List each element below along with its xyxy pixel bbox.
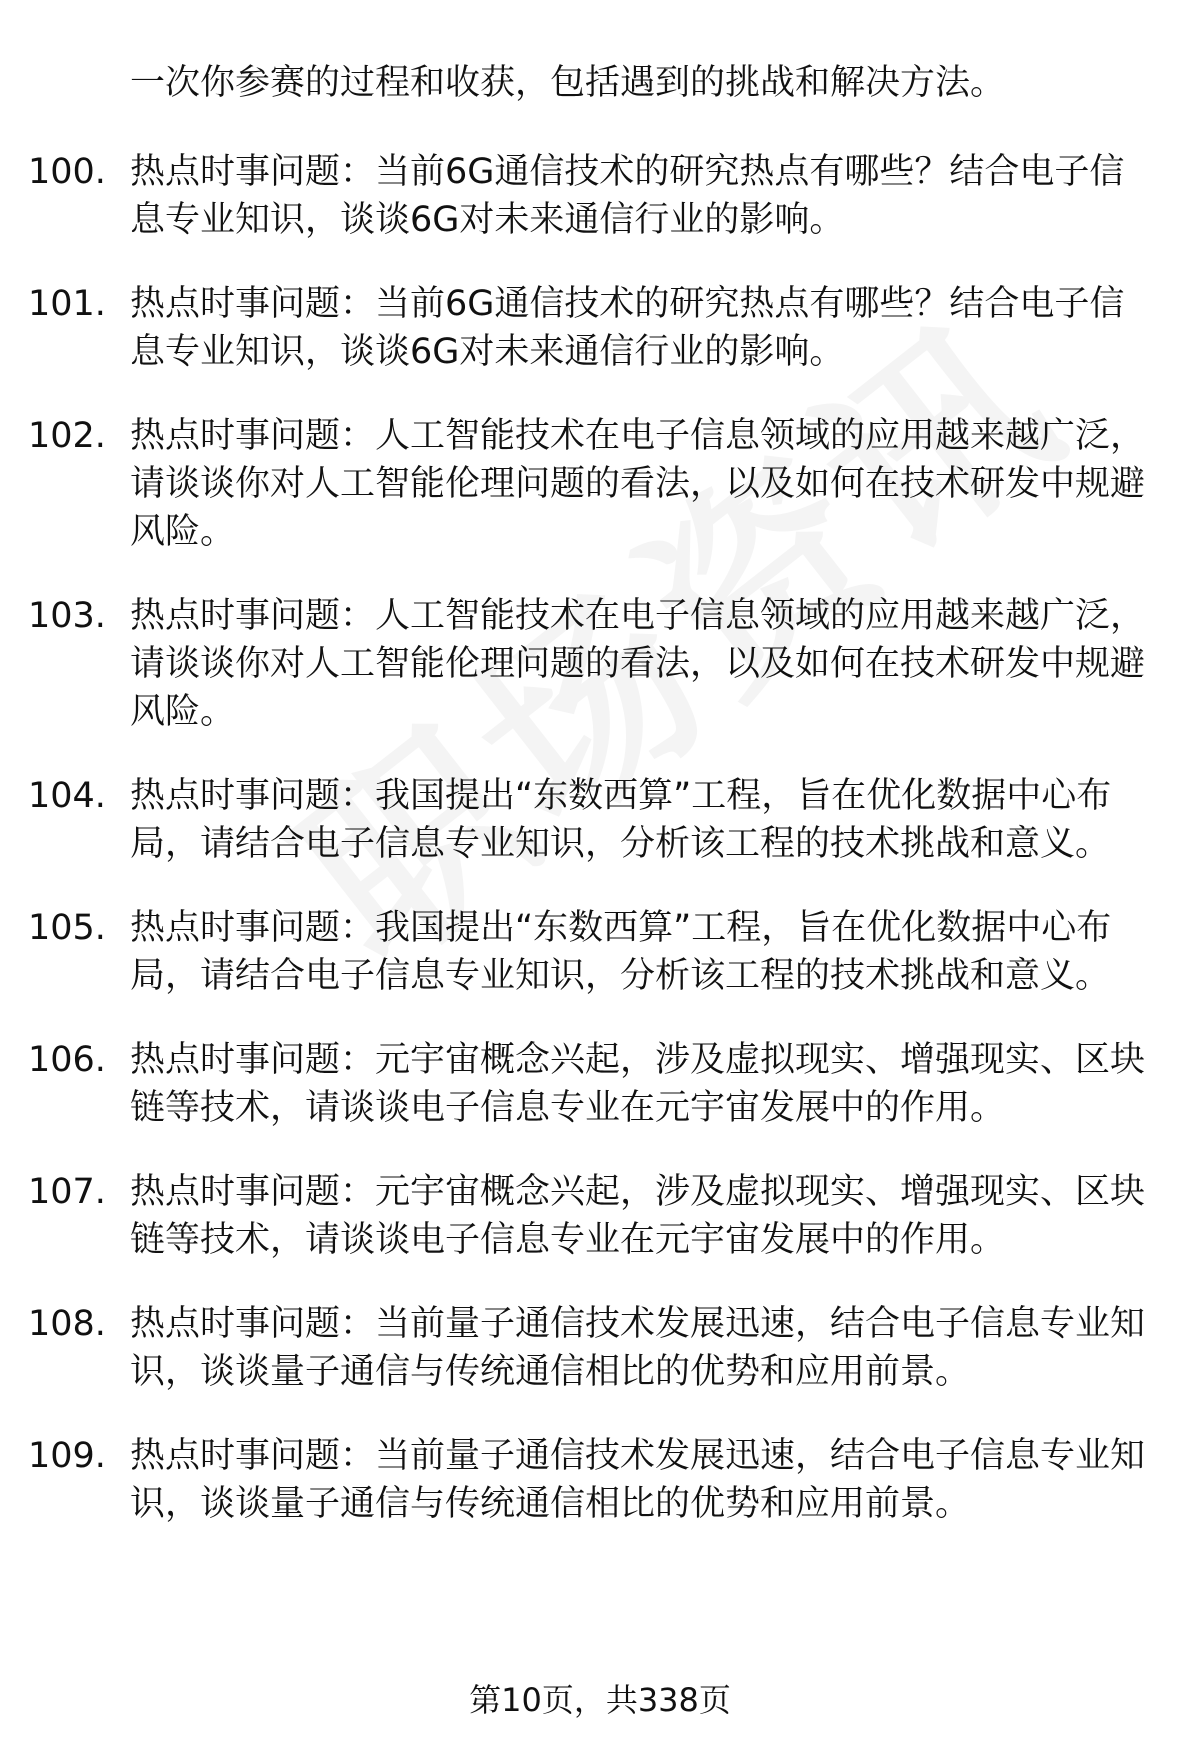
question-number: 103. <box>28 596 106 636</box>
question-text: 热点时事问题：人工智能技术在电子信息领域的应用越来越广泛，请谈谈你对人工智能伦理问题的看法，以及如何在技术研发中规避风险。 <box>130 596 1146 732</box>
question-item-102 <box>28 412 1168 556</box>
question-text: 热点时事问题：当前6G通信技术的研究热点有哪些？结合电子信息专业知识，谈谈6G对未来通信行业的影响。 <box>130 152 1125 240</box>
question-item-108 <box>28 1300 1168 1396</box>
question-text: 热点时事问题：我国提出“东数西算”工程，旨在优化数据中心布局，请结合电子信息专业知识，分析该工程的技术挑战和意义。 <box>130 776 1112 864</box>
question-item-105 <box>28 904 1168 1000</box>
question-number: 104. <box>28 776 106 816</box>
question-number: 101. <box>28 284 106 324</box>
question-text: 热点时事问题：当前量子通信技术发展迅速，结合电子信息专业知识，谈谈量子通信与传统通信相比的优势和应用前景。 <box>130 1304 1146 1392</box>
question-item-106 <box>28 1036 1168 1132</box>
question-text: 热点时事问题：当前量子通信技术发展迅速，结合电子信息专业知识，谈谈量子通信与传统通信相比的优势和应用前景。 <box>130 1436 1146 1524</box>
question-list <box>28 148 1168 1564</box>
question-text: 热点时事问题：元宇宙概念兴起，涉及虚拟现实、增强现实、区块链等技术，请谈谈电子信息专业在元宇宙发展中的作用。 <box>130 1172 1146 1260</box>
question-number: 107. <box>28 1172 106 1212</box>
question-number: 108. <box>28 1304 106 1344</box>
question-item-109 <box>28 1432 1168 1528</box>
question-item-103 <box>28 592 1168 736</box>
question-item-107 <box>28 1168 1168 1264</box>
question-text: 热点时事问题：当前6G通信技术的研究热点有哪些？结合电子信息专业知识，谈谈6G对未来通信行业的影响。 <box>130 284 1125 372</box>
question-number: 106. <box>28 1040 106 1080</box>
question-item-104 <box>28 772 1168 868</box>
question-text: 热点时事问题：人工智能技术在电子信息领域的应用越来越广泛，请谈谈你对人工智能伦理问题的看法，以及如何在技术研发中规避风险。 <box>130 416 1146 552</box>
question-number: 105. <box>28 908 106 948</box>
question-text: 热点时事问题：元宇宙概念兴起，涉及虚拟现实、增强现实、区块链等技术，请谈谈电子信息专业在元宇宙发展中的作用。 <box>130 1040 1146 1128</box>
page-footer: 第10页，共338页 <box>469 1681 731 1719</box>
question-text: 热点时事问题：我国提出“东数西算”工程，旨在优化数据中心布局，请结合电子信息专业知识，分析该工程的技术挑战和意义。 <box>130 908 1112 996</box>
question-item-100 <box>28 148 1168 244</box>
question-number: 109. <box>28 1436 106 1476</box>
continued-question-text: 一次你参赛的过程和收获，包括遇到的挑战和解决方法。 <box>130 63 1006 103</box>
question-number: 100. <box>28 152 106 192</box>
question-item-101 <box>28 280 1168 376</box>
question-number: 102. <box>28 416 106 456</box>
